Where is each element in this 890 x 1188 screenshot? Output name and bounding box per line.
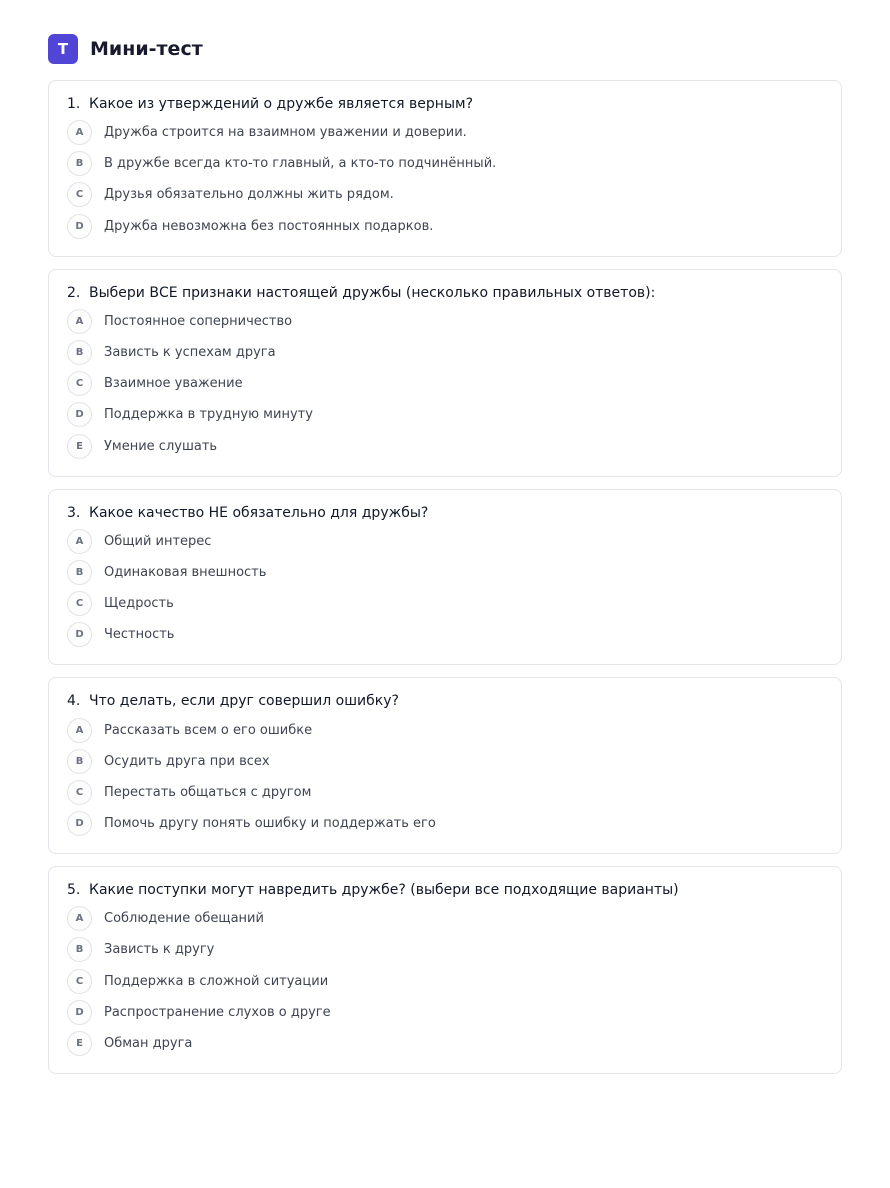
option-letter-badge[interactable]: C <box>67 969 92 994</box>
question-heading <box>67 283 823 303</box>
question-text: Выбери ВСЕ признаки настоящей дружбы (несколько правильных ответов): <box>89 284 656 301</box>
option-letter-badge[interactable]: C <box>67 371 92 396</box>
option-letter-badge[interactable]: E <box>67 434 92 459</box>
question-card <box>48 866 842 1074</box>
option-text: Соблюдение обещаний <box>104 911 264 927</box>
option-letter-badge[interactable]: D <box>67 811 92 836</box>
question-heading <box>67 691 823 711</box>
answer-option[interactable] <box>67 431 823 462</box>
option-letter-badge[interactable]: D <box>67 402 92 427</box>
option-text: Честность <box>104 627 175 643</box>
question-number: 1. <box>67 96 81 112</box>
question-text: Какое качество НЕ обязательно для дружбы? <box>89 504 429 521</box>
option-letter-badge[interactable]: A <box>67 529 92 554</box>
page-title: Мини-тест <box>90 38 203 60</box>
question-text: Какие поступки могут навредить дружбе? (выбери все подходящие варианты) <box>89 882 679 899</box>
question-heading <box>67 503 823 523</box>
option-letter-badge[interactable]: A <box>67 906 92 931</box>
option-text: Зависть к другу <box>104 942 215 958</box>
answer-option[interactable] <box>67 399 823 430</box>
option-letter-badge[interactable]: E <box>67 1031 92 1056</box>
question-card <box>48 677 842 854</box>
option-letter-badge[interactable]: B <box>67 937 92 962</box>
question-card <box>48 80 842 257</box>
answer-option[interactable] <box>67 368 823 399</box>
question-heading <box>67 94 823 114</box>
option-text: Друзья обязательно должны жить рядом. <box>104 187 394 203</box>
option-text: Взаимное уважение <box>104 376 243 392</box>
answer-option[interactable] <box>67 148 823 179</box>
option-letter-badge[interactable]: D <box>67 214 92 239</box>
answer-option[interactable] <box>67 714 823 745</box>
question-number: 3. <box>67 504 81 521</box>
option-letter-badge[interactable]: C <box>67 591 92 616</box>
option-letter-badge[interactable]: B <box>67 340 92 365</box>
option-letter-badge[interactable]: D <box>67 622 92 647</box>
answer-option[interactable] <box>67 306 823 337</box>
answer-option[interactable] <box>67 808 823 839</box>
option-text: В дружбе всегда кто-то главный, а кто-то подчинённый. <box>104 156 497 172</box>
option-text: Помочь другу понять ошибку и поддержать его <box>104 816 436 832</box>
option-text: Рассказать всем о его ошибке <box>104 722 313 738</box>
option-text: Постоянное соперничество <box>104 313 293 329</box>
question-number: 5. <box>67 882 81 899</box>
question-number: 2. <box>67 284 81 301</box>
question-text: Какое из утверждений о дружбе является верным? <box>89 96 474 112</box>
answer-option[interactable] <box>67 619 823 650</box>
option-letter-badge[interactable]: C <box>67 780 92 805</box>
answer-option[interactable] <box>67 526 823 557</box>
answer-option[interactable] <box>67 934 823 965</box>
question-card <box>48 489 842 666</box>
option-text: Зависть к успехам друга <box>104 345 276 361</box>
option-letter-badge[interactable]: D <box>67 1000 92 1025</box>
answer-option[interactable] <box>67 777 823 808</box>
option-text: Поддержка в сложной ситуации <box>104 973 329 989</box>
option-letter-badge[interactable]: A <box>67 718 92 743</box>
option-text: Дружба строится на взаимном уважении и доверии. <box>104 125 467 141</box>
answer-option[interactable] <box>67 179 823 210</box>
question-number: 4. <box>67 693 81 710</box>
option-letter-badge[interactable]: B <box>67 560 92 585</box>
answer-option[interactable] <box>67 557 823 588</box>
option-letter-badge[interactable]: B <box>67 749 92 774</box>
option-text: Общий интерес <box>104 533 212 549</box>
test-logo-icon: T <box>48 34 78 64</box>
answer-option[interactable] <box>67 117 823 148</box>
option-text: Осудить друга при всех <box>104 753 270 769</box>
answer-option[interactable] <box>67 903 823 934</box>
answer-option[interactable] <box>67 1028 823 1059</box>
option-letter-badge[interactable]: A <box>67 120 92 145</box>
question-text: Что делать, если друг совершил ошибку? <box>89 693 399 710</box>
option-letter-badge[interactable]: B <box>67 151 92 176</box>
option-text: Обман друга <box>104 1036 193 1052</box>
option-letter-badge[interactable]: C <box>67 182 92 207</box>
question-heading <box>67 880 823 900</box>
answer-option[interactable] <box>67 997 823 1028</box>
option-text: Дружба невозможна без постоянных подарков. <box>104 218 434 234</box>
option-text: Щедрость <box>104 596 174 612</box>
option-text: Перестать общаться с другом <box>104 784 312 800</box>
answer-option[interactable] <box>67 588 823 619</box>
answer-option[interactable] <box>67 746 823 777</box>
answer-option[interactable] <box>67 211 823 242</box>
question-list <box>48 80 842 1086</box>
option-text: Одинаковая внешность <box>104 564 267 580</box>
answer-option[interactable] <box>67 966 823 997</box>
option-text: Умение слушать <box>104 438 218 454</box>
option-text: Поддержка в трудную минуту <box>104 407 313 423</box>
page-header <box>48 34 203 64</box>
option-text: Распространение слухов о друге <box>104 1004 331 1020</box>
question-card <box>48 269 842 477</box>
answer-option[interactable] <box>67 337 823 368</box>
option-letter-badge[interactable]: A <box>67 309 92 334</box>
